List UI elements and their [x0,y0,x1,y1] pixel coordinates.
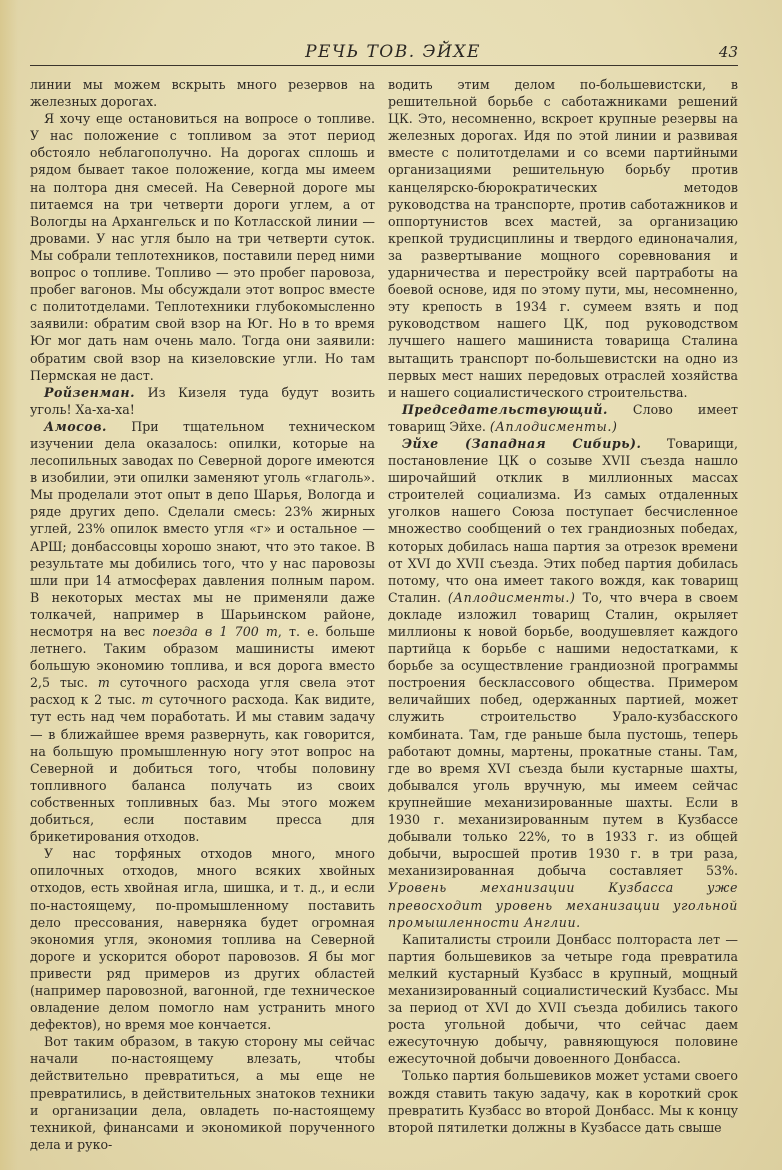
paragraph: линии мы можем вскрыть много резервов на железных дорогах. [30,77,375,110]
paragraph-remark [30,384,375,418]
page-edge-shadow [0,0,18,1170]
paragraph: У нас торфяных отходов много, много опилочных отходов, много всяких хвойных отходов, есть хвойная игла, шишка, и т. д., и если по-настоящему, по-промышленному поставить дело прессования, наверняка будет огромная экономия угля, экономия топлива на Северной дороге и ускорится оборот паровозов. Я бы мог привести ряд примеров из других областей (например паровозной, вагонной, где техническое овладение делом помогло нам устранить много дефектов), но время мое кончается. [30,846,375,1033]
paragraph-speech [30,418,375,845]
chair-text: Слово имеет товарищ Эйхе. [388,401,738,434]
emphasis-text: Уровень механизации Кузбасса уже превосходит уровень механизации угольной промышленности Англии. [388,880,738,930]
paragraph: Только партия большевиков может устами своего вождя ставить такую задачу, как в короткий срок превратить Кузбасс во второй Донбасс. Мы к концу второй пятилетки должны в Кузбассе дать свыше [388,1068,738,1135]
paragraph-speech [388,435,738,931]
left-column [30,76,375,1153]
right-column [388,76,738,1136]
running-title: РЕЧЬ ТОВ. ЭЙХЕ [305,42,481,62]
remark-text: Из Кизеля туда будут возить уголь! Ха-ха-ха! [30,384,375,417]
speaker-name: Амосов. [44,418,107,434]
paragraph: Вот таким образом, в такую сторону мы сейчас начали по-настоящему влезать, чтобы действительно превратиться, а мы еще не превратились, в действительных знатоков техники и организации дела, овладеть по-настоящему техникой, финансами и экономикой порученного дела и руко- [30,1034,375,1152]
page-number: 43 [718,43,738,61]
speech-text: суточного расхода угля свела этот расход к 2 тыс. [30,675,375,708]
paragraph: Капиталисты строили Донбасс полтораста лет — партия большевиков за четыре года превратила мелкий кустарный Кузбасс в крупный, мощный механизированный социалистический Кузбасс. Мы за период от XVI до XVII съезда добились такого роста угольной добычи, что сейчас даем ежесуточную добычу, равняющуюся половине ежесуточной добычи довоенного Донбасса. [388,931,738,1067]
italic-unit: т [97,675,110,691]
paragraph: водить этим делом по-большевистски, в решительной борьбе с саботажниками решений ЦК. Это, несомненно, вскроет крупные резервы на железных дорогах. Идя по этой линии и развивая вместе с политотделами и со всеми партийными организациями решительную борьбу против канцелярско-бюрократических методов руководства на транспорте, против саботажников и оппортунистов всех мастей, за организацию крепкой трудисциплины и твердого единоначалия, за развертывание мощного соревнования и ударничества и перестройку всей партработы на боевой основе, идя по этому пути, мы, несомненно, эту крепость в 1934 г. сумеем взять и под руководством нашего ЦК, под руководством лучшего нашего машиниста товарища Сталина вытащить транспорт по-большевистски на одно из первых мест наших передовых отраслей хозяйства и нашего социалистического строительства. [388,77,738,400]
speech-text: , т. е. больше летнего. Таким образом машинисты имеют большую экономию топлива, и вся дорога вместо 2,5 тыс. [30,624,375,691]
speaker-name: Председательствующий. [402,401,608,417]
speech-text: суточного расхода. Как видите, тут есть над чем поработать. И мы ставим задачу — в ближайшее время развернуть, как говорится, на большую промышленную ногу этот вопрос на Северной и добиться того, чтобы половину топливного баланса получать из своих собственных топливных баз. Мы этого можем добиться, если поставим пресса для брикетирования отходов. [30,692,375,845]
italic-unit: т [141,692,154,708]
speech-text: Товарищи, постановление ЦК о созыве XVII съезда нашло широчайший отклик в миллионных массах строителей социализма. Из самых отдаленных уголков нашего Союза поступает бесчисленное множество сообщений о тех грандиозных победах, которых добилась наша партия за отрезок времени от XVI до XVII съезда. Этих побед партия добилась потому, что она имеет такого вождя, как товарищ Сталин. [388,435,738,605]
italic-text: поезда в 1 700 т [152,624,278,639]
header-rule [30,65,738,66]
running-head [48,42,738,64]
paragraph: Я хочу еще остановиться на вопросе о топливе. У нас положение с топливом за этот период обстояло неблагополучно. На дорогах сплошь и рядом бывает такое положение, когда мы имеем на полтора дня смесей. На Северной дороге мы питаемся на три четверти дороги углем, а от Вологды на Архангельск и по Котласской линии — дровами. У нас угля было на три четверти суток. Мы собрали теплотехников, поставили перед ними вопрос о топливе. Топливо — это пробег паровоза, пробег вагонов. Мы обсуждали этот вопрос вместе с политотделами. Теплотехники глубокомысленно заявили: обратим свой взор на Юг. Но в то время Юг мог дать нам очень мало. Тогда они заявили: обратим свой взор на кизеловские угли. Но там Пермская не даст. [30,111,375,383]
speech-text: То, что вчера в своем докладе изложил товарищ Сталин, окрыляет миллионы к новой борьбе, воодушевляет каждого партийца к борьбе с нашими недостатками, к борьбе за осуществление грандиозной программы построения бесклассового общества. Примером величайших побед, одержанных партией, может служить строительство Урало-кузбасского комбината. Там, где раньше была пустошь, теперь работают домны, мартены, прокатные станы. Там, где во время XVI съезда были кустарные шахты, добывался уголь вручную, мы имеем сейчас крупнейшие механизированные шахты. Если в 1930 г. механизированным путем в Кузбассе добывали только 22%, то в 1933 г. из общей добычи, выросшей против 1930 г. в три раза, механизированная добыча составляет 53%. [388,589,738,879]
speaker-name: Эйхе (Западная Сибирь). [402,435,642,451]
speech-text: При тщательном техническом изучении дела оказалось: опилки, которые на лесопильных заводах по Северной дороге имеются в изобилии, эти опилки заменяют уголь «глаголь». Мы проделали этот опыт в депо Шарья, Вологда и ряде других депо. Сделали смесь: 23% жирных углей, 23% опилок вместо угля «г» и остальное — АРШ; донбассовцы хорошо знают, что это такое. В результате мы добились того, что у нас паровозы шли при 14 атмосферах давления полным паром. В некоторых местах мы не применяли даже толкачей, например в Шарьинском районе, несмотря на вес [30,418,375,639]
applause-note: (Аплодисменты.) [489,418,618,434]
applause-note: (Аплодисменты.) [447,589,576,605]
speaker-name: Ройзенман. [44,384,135,400]
paragraph-chair [388,401,738,435]
